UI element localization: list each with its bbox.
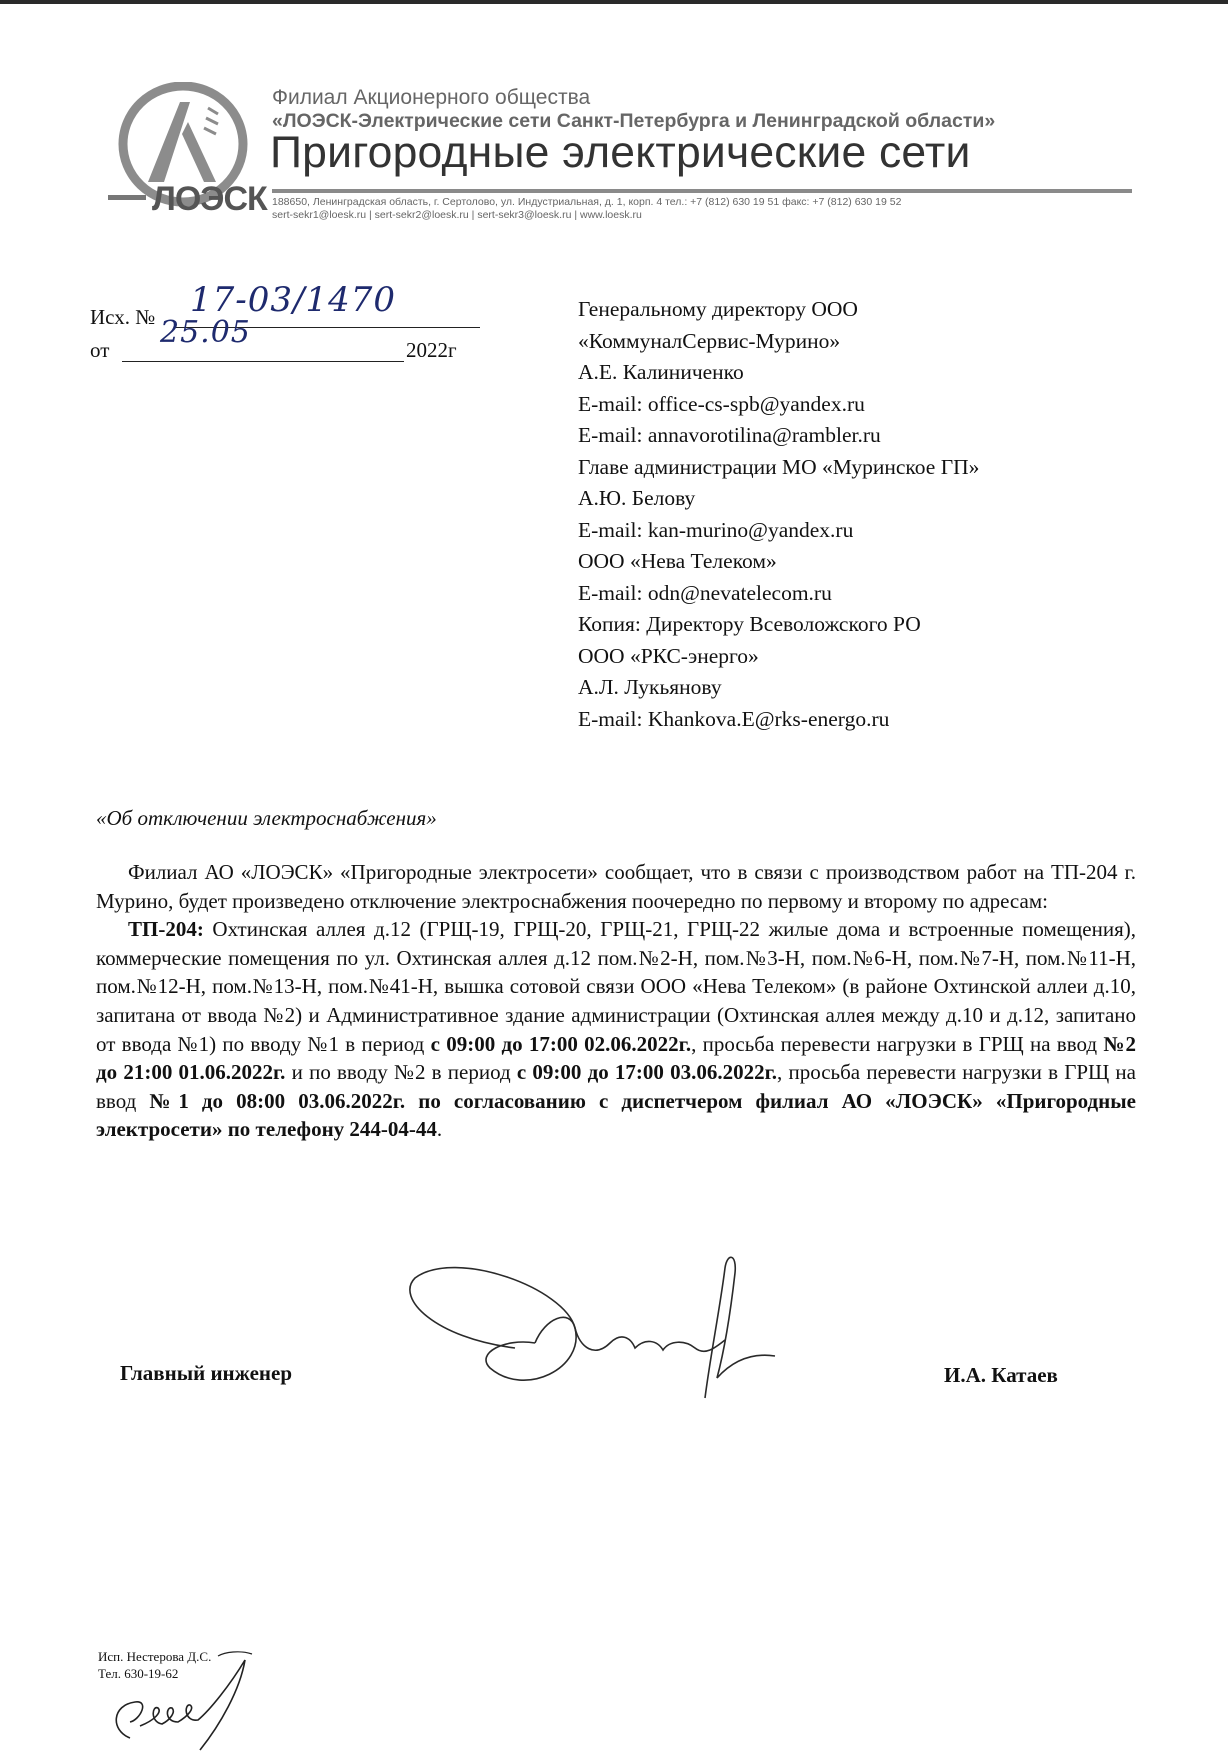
letterhead-contacts: [272, 196, 1142, 222]
letterhead-line2: «ЛОЭСК-Электрические сети Санкт-Петербурга и Ленинградской области»: [272, 110, 996, 132]
addressee-line: E-mail: annavorotilina@rambler.ru: [578, 423, 881, 447]
body-bold-period-2: с 09:00 до 17:00 03.06.2022г.: [516, 1060, 778, 1085]
addressee-line: ООО «Нева Телеком»: [578, 549, 777, 573]
body-paragraph-1: Филиал АО «ЛОЭСК» «Пригородные электросети» сообщает, что в связи с производством работ на ТП-204 г. Мурино, будет произведено отключение электроснабжения поочередно по первому и второму по адресам:: [96, 860, 1136, 913]
addressee-line: E-mail: odn@nevatelecom.ru: [578, 580, 832, 605]
ref-year: 2022г: [406, 338, 457, 362]
body-text: и по вводу №2 в период: [285, 1060, 517, 1085]
signatory-role: Главный инженер: [120, 1361, 293, 1385]
addressee-line: ООО «РКС-энерго»: [578, 643, 759, 668]
addressee-line: E-mail: kan-murino@yandex.ru: [578, 517, 854, 542]
letterhead-line1: Филиал Акционерного общества: [272, 86, 591, 109]
letterhead-emails: sert-sekr1@loesk.ru | sert-sekr2@loesk.ru | sert-sekr3@loesk.ru | www.loesk.ru: [272, 209, 642, 221]
handwritten-signature: [395, 1248, 795, 1408]
ref-date-handwritten: 25.05: [160, 315, 251, 350]
body-text: .: [436, 1117, 443, 1142]
body-bold-period-1: с 09:00 до 17:00 02.06.2022г.: [430, 1031, 692, 1056]
body-text: , просьба перевести нагрузки в ГРЩ на ввод: [691, 1031, 1104, 1056]
letterhead-rule: [272, 189, 1132, 193]
executor-signature: [100, 1650, 270, 1755]
addressee-line: Главе администрации МО «Муринское ГП»: [578, 454, 980, 479]
ref-number-handwritten: 17-03/1470: [190, 280, 396, 320]
addressee-line: А.Ю. Белову: [578, 486, 696, 510]
body-text: , просьба перевести нагрузки в ГРЩ на ввод: [96, 1060, 1136, 1113]
addressee-line: А.Е. Калиниченко: [578, 360, 744, 384]
addressee-line: Генеральному директору ООО: [578, 297, 858, 321]
letterhead-address: 188650, Ленинградская область, г. Сертолово, ул. Индустриальная, д. 1, корп. 4 тел.: +7 (812) 630 19 51 факс: +7 (812) 630 19 52: [272, 196, 902, 208]
body-bold-deadline-2: №1 до 08:00 03.06.2022г. по согласованию с диспетчером филиал АО «ЛОЭСК» «Пригородные электросети» по телефону 244-04-44: [96, 1088, 1136, 1142]
ref-date-label: от: [90, 338, 110, 362]
letterhead-title: Пригородные электрические сети: [270, 128, 971, 177]
addressee-line: E-mail: Khankova.E@rks-energo.ru: [578, 706, 890, 731]
scan-top-edge: [0, 0, 1228, 4]
body-tp-label: ТП-204:: [128, 917, 204, 942]
body-text: Охтинская аллея д.12 (ГРЩ-19, ГРЩ-20, ГРЩ-21, ГРЩ-22 жилые дома и встроенные помещения), коммерческие помещения по ул. Охтинская аллея д.12 пом.№2-Н, пом.№3-Н, пом.№6-Н, пом.№7-Н, пом.№11-Н, пом.№12-Н, пом.№13-Н, пом.№41-Н, вышка сотовой связи ООО «Нева Телеком» (в районе Охтинской аллеи д.10, запитана от ввода №2) и Административное здание администрации (Охтинская аллея между д.10 и д.12, запитано от ввода №1) по вводу №1 в период: [96, 917, 1136, 1056]
letter-body: [96, 858, 1136, 1144]
signatory-name: И.А. Катаев: [944, 1363, 1058, 1387]
ref-number-label: Исх. №: [90, 305, 156, 329]
addressee-block: [578, 294, 1178, 735]
addressee-line: «КоммуналСервис-Мурино»: [578, 328, 841, 353]
body-bold-deadline-1: №2 до 21:00 01.06.2022г.: [96, 1031, 1136, 1085]
logo-rule: [108, 195, 146, 200]
letter-subject: «Об отключении электроснабжения»: [96, 806, 437, 830]
addressee-line: А.Л. Лукьянову: [578, 675, 722, 699]
logo-wordmark: ЛОЭСК: [152, 180, 267, 218]
executor-name: Исп. Нестерова Д.С.: [98, 1649, 212, 1664]
executor-phone: Тел. 630-19-62: [98, 1666, 179, 1681]
addressee-line: Копия: Директору Всеволожского РО: [578, 612, 921, 636]
addressee-line: E-mail: office-cs-spb@yandex.ru: [578, 391, 865, 416]
body-paragraph-2: [96, 915, 1136, 1144]
